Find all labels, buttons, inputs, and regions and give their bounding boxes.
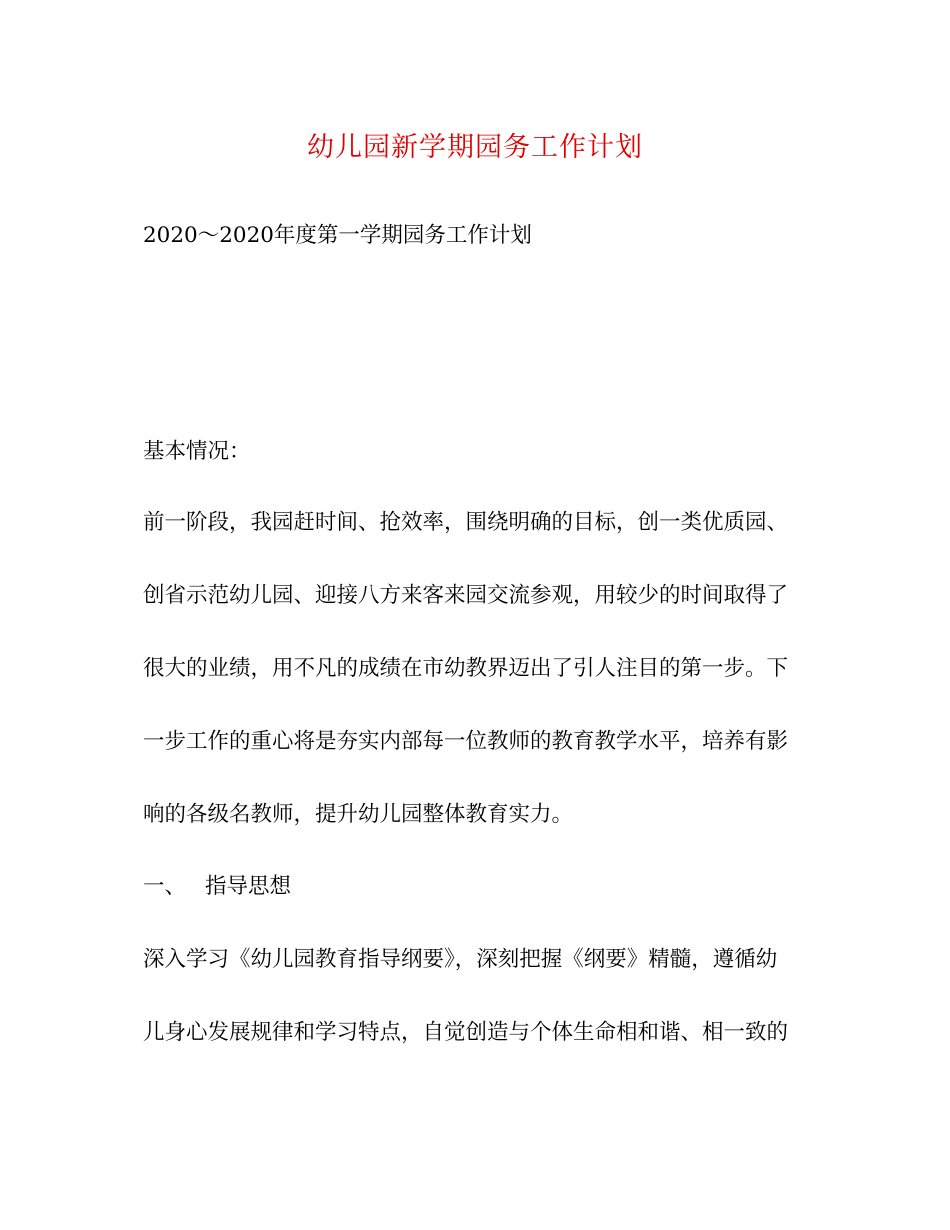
paragraph1-line-4: 一步工作的重心将是夯实内部每一位教师的教育教学水平，培养有影	[143, 729, 789, 754]
paragraph1-line-1: 前一阶段，我园赶时间、抢效率，围绕明确的目标，创一类优质园、	[143, 510, 789, 535]
paragraph1-line-5: 响的各级名教师，提升幼儿园整体教育实力。	[143, 802, 574, 827]
paragraph2-line-2: 儿身心发展规律和学习特点，自觉创造与个体生命相和谐、相一致的	[143, 1020, 789, 1045]
paragraph1-line-2: 创省示范幼儿园、迎接八方来客来园交流参观，用较少的时间取得了	[143, 583, 789, 608]
document-title: 幼儿园新学期园务工作计划	[307, 132, 643, 163]
document-subtitle: 2020～2020年度第一学期园务工作计划	[143, 223, 532, 248]
heading-text: 指导思想	[205, 874, 292, 899]
paragraph1-line-3: 很大的业绩，用不凡的成绩在市幼教界迈出了引人注目的第一步。下	[143, 656, 789, 681]
heading-number: 一、	[143, 874, 187, 899]
paragraph2-line-1: 深入学习《幼儿园教育指导纲要》，深刻把握《纲要》精髓，遵循幼	[143, 947, 778, 972]
section-basic-label: 基本情况：	[143, 439, 251, 464]
heading-guiding-ideology	[143, 871, 813, 903]
